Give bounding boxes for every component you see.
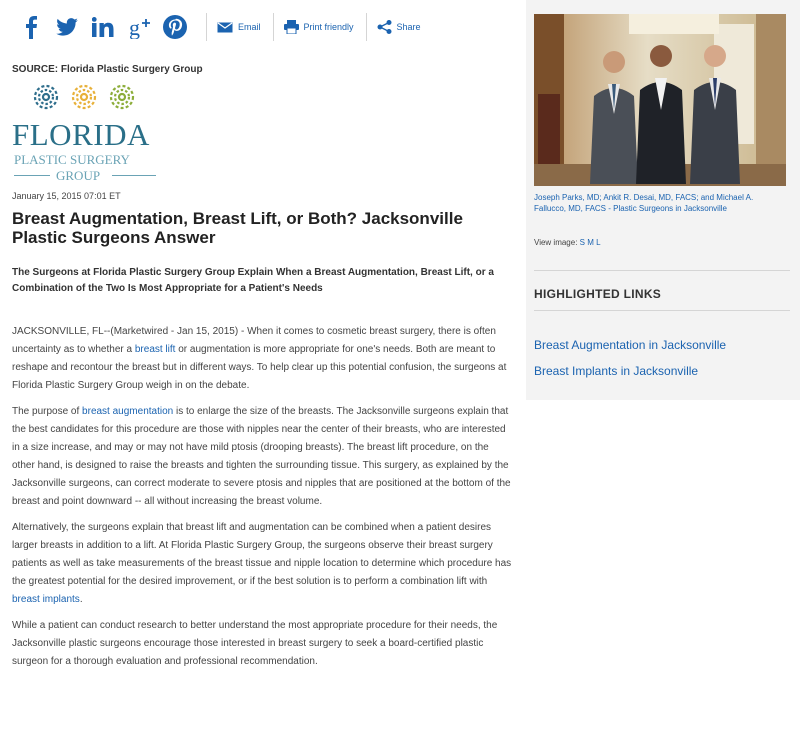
body-paragraph-3 <box>12 519 512 609</box>
share-divider <box>206 13 207 41</box>
view-image-sizes[interactable]: S M L <box>579 238 601 247</box>
printer-icon <box>284 20 299 34</box>
google-plus-icon[interactable] <box>124 12 154 42</box>
print-friendly-button[interactable] <box>284 20 354 34</box>
photo-caption[interactable]: Joseph Parks, MD; Ankit R. Desai, MD, FACS; and Michael A. Fallucco, MD, FACS - Plastic Surgeons in Jacksonville <box>534 193 754 213</box>
breast-implants-link[interactable]: breast implants <box>12 594 80 605</box>
article-column <box>12 0 512 679</box>
logo-mark-gold-icon <box>70 83 98 111</box>
share-divider <box>273 13 274 41</box>
facebook-icon[interactable] <box>16 12 46 42</box>
logo-rule-right <box>112 175 156 176</box>
body-text: Alternatively, the surgeons explain that breast lift and augmentation can be combined when a patient desires larger breasts in addition to a lift. At Florida Plastic Surgery Group, the surgeons observe their breast surgery patients as well as take measurements of the breast tissue and nipple location to determine which procedure has the greatest potential for the desired improvement, or if the best solution is to perform a combination lift with <box>12 522 512 587</box>
article-title: Breast Augmentation, Breast Lift, or Both? Jacksonville Plastic Surgeons Answer <box>12 209 463 247</box>
surgeons-photo[interactable] <box>534 14 786 186</box>
body-text: or augmentation is more appropriate for one's needs. Both are meant to reshape and recontour the breast but in different ways. To help clear up this potential confusion, the surgeons at Florida Plastic Surgery Group weigh in on the debate. <box>12 344 507 391</box>
body-paragraph-2 <box>12 403 512 511</box>
share-icon <box>377 20 392 34</box>
article-subhead: The Surgeons at Florida Plastic Surgery Group Explain When a Breast Augmentation, Breast Lift, or a Combination of the Two Is Most Appropriate for a Patient's Needs <box>12 267 494 294</box>
sidebar-divider <box>534 270 790 271</box>
print-friendly-label: Print friendly <box>303 22 354 32</box>
logo-mark-green-icon <box>108 83 136 111</box>
logo-rule-left <box>14 175 50 176</box>
body-paragraph-1 <box>12 323 512 395</box>
envelope-icon <box>217 22 233 33</box>
share-divider <box>366 13 367 41</box>
twitter-icon[interactable] <box>52 12 82 42</box>
logo-subtitle: PLASTIC SURGERY <box>14 152 130 167</box>
share-label: Share <box>396 22 421 32</box>
logo-mark-blue-icon <box>32 83 60 111</box>
highlighted-link-implants[interactable]: Breast Implants in Jacksonville <box>534 364 699 378</box>
email-label: Email <box>238 22 261 32</box>
sidebar-divider <box>534 310 790 311</box>
share-bar <box>12 0 512 54</box>
body-text: The purpose of <box>12 406 83 417</box>
body-text: is to enlarge the size of the breasts. The Jacksonville surgeons explain that the best candidates for this procedure are those with nipples near the center of their breasts, who are interested in a size increase, and may or may not have mild ptosis (drooping breasts). The breast lift procedure, on the other hand, is designed to raise the breasts and tighten the surrounding tissue. This surgery, as explained by the Jacksonville surgeons, can correct moderate to severe ptosis and nipples that are positioned at the bottom of the breast and point downward -- all without increasing the breast volume. <box>12 406 511 507</box>
highlighted-link-augmentation[interactable]: Breast Augmentation in Jacksonville <box>534 338 727 352</box>
view-image <box>534 238 601 247</box>
view-image-label: View image: <box>534 238 580 247</box>
logo-wordmark: FLORIDA <box>12 117 150 152</box>
email-button[interactable] <box>217 22 261 33</box>
logo-marks <box>32 83 146 111</box>
share-button[interactable] <box>377 20 421 34</box>
breast-augmentation-link[interactable]: breast augmentation <box>82 406 174 417</box>
source-line: SOURCE: Florida Plastic Surgery Group <box>12 64 203 75</box>
body-text: JACKSONVILLE, FL--(Marketwired - Jan 15, 2015) - When it comes to cosmetic breast surgery, there is often uncertainty as to whether a <box>12 326 496 355</box>
highlighted-links-title: HIGHLIGHTED LINKS <box>534 287 662 301</box>
body-paragraph-4: While a patient can conduct research to better understand the most appropriate procedure for their needs, the Jacksonville plastic surgeons encourage those interested in breast surgery to seek a board-certified plastic surgeon for a thorough evaluation and professional recommendation. <box>12 620 498 667</box>
body-text: . <box>79 594 83 605</box>
logo-group: GROUP <box>56 168 101 183</box>
dateline: January 15, 2015 07:01 ET <box>12 191 121 201</box>
company-logo <box>12 79 162 185</box>
svg-text:g: g <box>129 15 140 39</box>
pinterest-icon[interactable] <box>160 12 190 42</box>
linkedin-icon[interactable] <box>88 12 118 42</box>
breast-lift-link[interactable]: breast lift <box>134 344 176 355</box>
sidebar <box>526 0 800 400</box>
